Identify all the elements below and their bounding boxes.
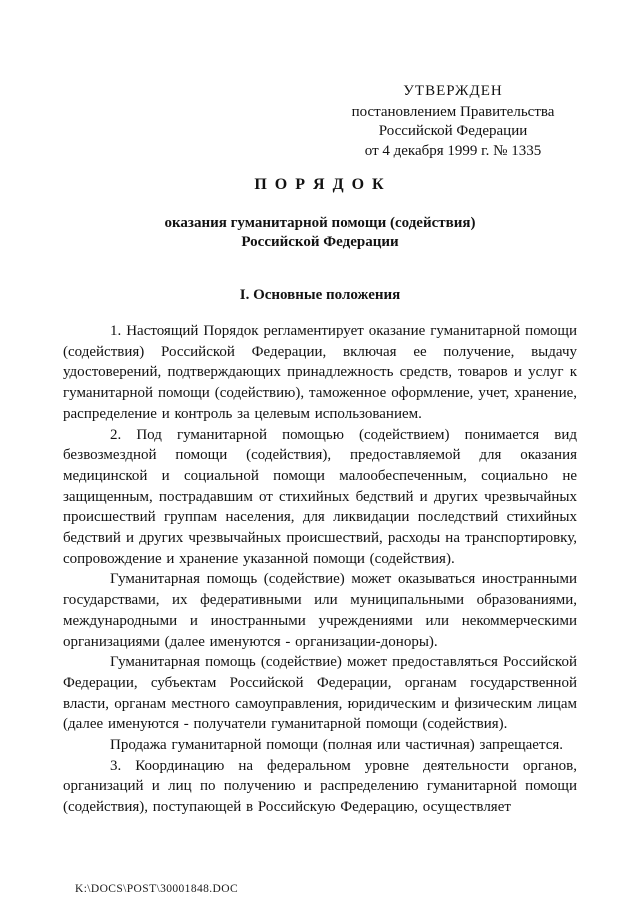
document-subtitle-line-2: Российской Федерации — [241, 234, 399, 250]
body-paragraph: Гуманитарная помощь (содействие) может предоставляться Российской Федерации, субъектам Российской Федерации, органам государственной власти, органам местного самоуправления, юридическим и физическим лицам (далее именуются - получатели гуманитарной помощи (содействия). — [63, 654, 577, 733]
document-body — [63, 321, 577, 818]
approval-block — [327, 82, 579, 161]
approval-stamp-label: УТВЕРЖДЕН — [403, 83, 503, 99]
approval-date-number: от 4 декабря 1999 г. № 1335 — [364, 142, 542, 159]
section-heading: I. Основные положения — [239, 287, 401, 303]
body-paragraph: 2. Под гуманитарной помощью (содействием) понимается вид безвозмездной помощи (содействия), предоставляемой для оказания медицинской и социальной помощи малообеспеченным, социально не защищенным, пострадавшим от стихийных бедствий и других чрезвычайных происшествий группам населения, для ликвидации последствий стихийных бедствий и других чрезвычайных происшествий, расходы на транспортировку, сопровождение и хранение указанной помощи (содействия). — [63, 426, 577, 567]
approval-authority: постановлением Правительства — [351, 103, 555, 120]
body-paragraph: Продажа гуманитарной помощи (полная или частичная) запрещается. — [110, 737, 564, 754]
body-paragraph: 1. Настоящий Порядок регламентирует оказание гуманитарной помощи (содействия) Российской Федерации, включая ее получение, выдачу удостоверений, подтверждающих принадлежность средств, товаров и услуг к гуманитарной помощи (содействию), таможенное оформление, учет, хранение, распределение и контроль за целевым использованием. — [63, 323, 577, 422]
document-subtitle-line-1: оказания гуманитарной помощи (содействия) — [164, 215, 476, 231]
approval-authority-country: Российской Федерации — [378, 123, 528, 139]
footer-file-path: K:\DOCS\POST\30001848.DOC — [75, 883, 239, 895]
body-paragraph: 3. Координацию на федеральном уровне деятельности органов, организаций и лиц по получению и распределению гуманитарной помощи (содействия), поступающей в Российскую Федерацию, осуществляет — [63, 757, 577, 816]
document-subtitle — [0, 214, 640, 252]
document-title: П О Р Я Д О К — [254, 176, 386, 193]
body-paragraph: Гуманитарная помощь (содействие) может оказываться иностранными государствами, их федеративными или муниципальными образованиями, международными и иностранными учреждениями или некоммерческими организациями (далее именуются - организации-доноры). — [63, 571, 577, 650]
